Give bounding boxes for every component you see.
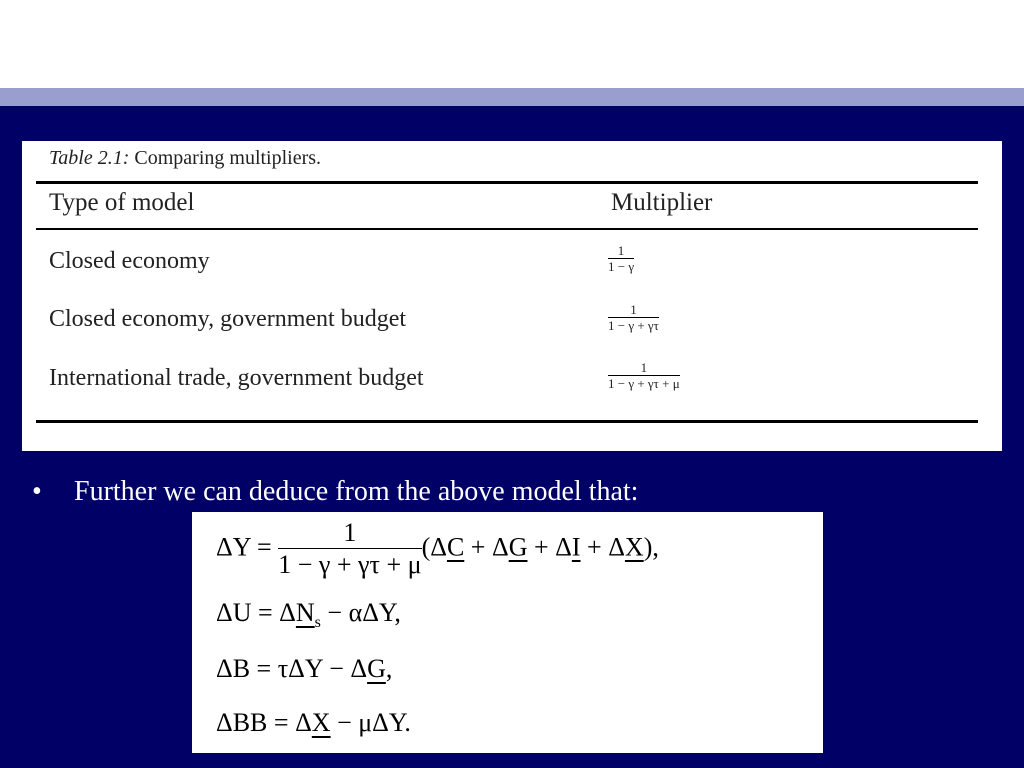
equation-delta-y (216, 518, 659, 581)
eq2-lhs: ΔU = Δ (216, 598, 296, 627)
eq3-g: G (367, 654, 386, 683)
table-top-rule (36, 181, 978, 184)
slide-header-area (0, 0, 1024, 88)
equations-image (192, 512, 823, 753)
multiplier-numerator: 1 (608, 360, 680, 376)
table-caption-text: Comparing multipliers. (129, 147, 322, 169)
row-model-closed-economy: Closed economy (49, 248, 210, 274)
multiplier-denominator: 1 − γ (608, 259, 635, 274)
eq1-plus-x: + Δ (580, 532, 625, 562)
multiplier-numerator: 1 (608, 243, 634, 259)
row-model-closed-economy-government: Closed economy, government budget (49, 306, 407, 332)
eq2-n: N (295, 598, 315, 627)
eq3-rhs: , (385, 654, 393, 683)
eq1-i: I (571, 532, 581, 562)
eq2-subscript: s (314, 614, 321, 632)
row-model-international-trade: International trade, government budget (49, 365, 424, 391)
multiplier-denominator: 1 − γ + γτ (608, 318, 659, 333)
eq1-close: ), (643, 532, 659, 562)
table-caption-label: Table 2.1: (49, 147, 130, 169)
multiplier-denominator: 1 − γ + γτ + μ (608, 376, 680, 391)
bullet-marker: • (32, 476, 42, 507)
eq4-rhs: − μΔY. (330, 708, 411, 737)
bullet-text: Further we can deduce from the above model that: (74, 476, 639, 507)
multiplier-numerator: 1 (608, 302, 659, 318)
header-stripe (0, 88, 1024, 106)
eq1-denominator: 1 − γ + γτ + μ (278, 550, 422, 579)
table-caption (49, 147, 321, 170)
table-header-rule (36, 228, 978, 230)
equation-delta-u (216, 598, 401, 632)
header-multiplier: Multiplier (611, 189, 713, 216)
eq1-plus-i: + Δ (527, 532, 572, 562)
eq1-fraction (278, 518, 421, 581)
eq3-lhs: ΔB = τΔY − Δ (216, 654, 368, 683)
header-type-of-model: Type of model (49, 189, 195, 216)
bullet-point (32, 476, 638, 508)
equation-delta-bb (216, 708, 411, 738)
eq1-x: X (624, 532, 644, 562)
eq1-plus-g: + Δ (464, 532, 509, 562)
eq2-rhs: − αΔY, (320, 598, 401, 627)
eq1-g: G (508, 532, 528, 562)
multiplier-table-image (22, 141, 1002, 451)
eq1-open: (Δ (421, 532, 447, 562)
eq1-c: C (446, 532, 465, 562)
eq1-numerator: 1 (278, 518, 421, 549)
multiplier-international-trade (608, 360, 680, 391)
eq4-x: X (311, 708, 331, 737)
eq4-lhs: ΔBB = Δ (216, 708, 312, 737)
equation-delta-b (216, 654, 392, 684)
eq1-lhs: ΔY = (216, 532, 279, 562)
multiplier-closed-economy (608, 243, 634, 274)
table-bottom-rule (36, 420, 978, 423)
multiplier-closed-economy-government (608, 302, 659, 333)
